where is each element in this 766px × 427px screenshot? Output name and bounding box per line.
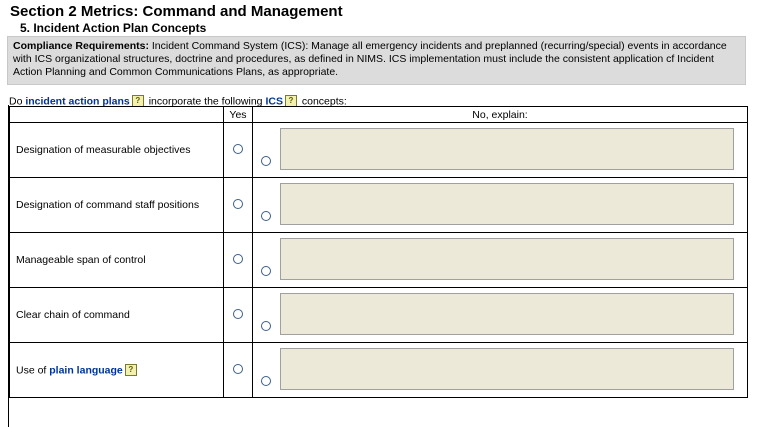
yes-radio[interactable] — [233, 254, 243, 264]
compliance-text: Incident Command System (ICS): Manage all emergency incidents and preplanned (recurring/special) events in accordance with ICS organizational structures, doctrine and procedures, as defined in NIMS. ICS implementation must include the consistent application cf Incident Action Planning and Common Communications Plans, as appropriate. — [13, 40, 727, 78]
yes-radio[interactable] — [233, 309, 243, 319]
incident-action-plans-link[interactable]: incident action plans — [25, 95, 130, 108]
table-row — [10, 343, 748, 398]
table-row — [10, 288, 748, 343]
plain-language-link[interactable]: plain language — [49, 363, 123, 376]
help-icon[interactable]: ? — [132, 95, 144, 107]
compliance-label: Compliance Requirements: — [13, 40, 149, 52]
ics-link[interactable]: ICS — [265, 95, 283, 108]
concepts-table — [9, 106, 748, 398]
no-radio[interactable] — [261, 376, 271, 386]
yes-radio[interactable] — [233, 144, 243, 154]
concept-label: Designation of command staff positions — [10, 178, 224, 233]
question-middle: incorporate the following — [145, 95, 266, 108]
help-icon[interactable]: ? — [125, 364, 137, 376]
concept-column-header — [10, 107, 224, 123]
yes-radio[interactable] — [233, 199, 243, 209]
explain-textarea[interactable] — [280, 348, 734, 390]
no-explain-column-header: No, explain: — [253, 107, 748, 123]
yes-radio[interactable] — [233, 364, 243, 374]
concept-label: Clear chain of command — [10, 288, 224, 343]
concept-label: Manageable span of control — [10, 233, 224, 288]
explain-textarea[interactable] — [280, 128, 734, 170]
no-radio[interactable] — [261, 321, 271, 331]
no-radio[interactable] — [261, 156, 271, 166]
table-header-row — [10, 107, 748, 123]
table-row — [10, 233, 748, 288]
question-prefix: Do — [9, 95, 26, 108]
compliance-box — [7, 36, 746, 85]
page-title: Section 2 Metrics: Command and Management — [10, 3, 343, 20]
question-suffix: concepts: — [298, 95, 347, 108]
concept-label: Designation of measurable objectives — [10, 123, 224, 178]
concept-label — [10, 343, 224, 398]
no-radio[interactable] — [261, 266, 271, 276]
help-icon[interactable]: ? — [285, 95, 297, 107]
explain-textarea[interactable] — [280, 238, 734, 280]
explain-textarea[interactable] — [280, 183, 734, 225]
explain-textarea[interactable] — [280, 293, 734, 335]
section-subtitle: 5. Incident Action Plan Concepts — [20, 21, 207, 35]
no-radio[interactable] — [261, 211, 271, 221]
concept-label-prefix: Use of — [16, 363, 50, 376]
table-row — [10, 178, 748, 233]
yes-column-header: Yes — [224, 107, 253, 123]
table-row — [10, 123, 748, 178]
